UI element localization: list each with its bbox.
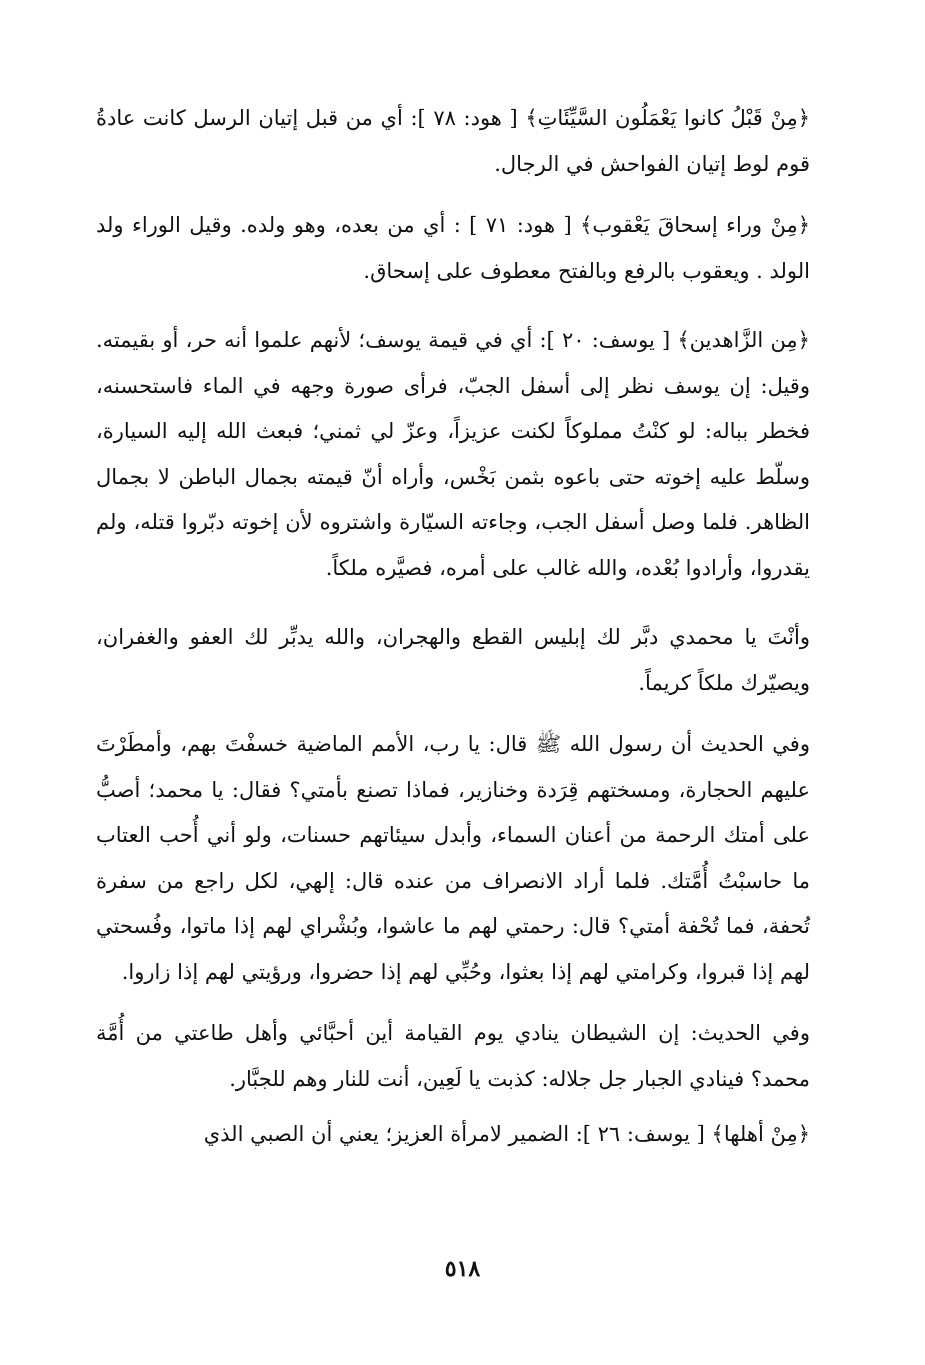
paragraph-hud-78: ﴿مِنْ قَبْلُ كانوا يَعْمَلُون السَّيِّئَاتِ﴾ [ هود: ٧٨ ]: أي من قبل إتيان الرسل كانت عادةُ قوم لوط إتيان الفواحش في الرجال. [96,106,810,176]
paragraph-yusuf-20: ﴿مِن الزَّاهدين﴾ [ يوسف: ٢٠ ]: أي في قيمة يوسف؛ لأنهم علموا أنه حر، أو بقيمته. وقيل: إن يوسف نظر إلى أسفل الجبّ، فرأى صورة وجهه في الماء فاستحسنه، فخطر بباله: لو كنْتُ مملوكاً لكنت عزيزاً، وعزّ لي ثمني؛ فبعث الله إليه السيارة، وسلّط عليه إخوته حتى باعوه بثمن بَخْس، وأراه أنّ قيمته بجمال الباطن لا بجمال الظاهر. فلما وصل أسفل الجب، وجاءته السيّارة واشتروه لأن إخوته دبّروا قتله، ولم يقدروا، وأرادوا بُعْده، والله غالب على أمره، فصيَّره ملكاً. [96,328,810,580]
page-number: ٥١٨ [444,1256,481,1282]
page-body [96,96,810,1158]
paragraph-muhammadi: وأنْتَ يا محمدي دبَّر لك إبليس القطع والهجران، والله يدبِّر لك العفو والغفران، ويصيّرك ملكاً كريماً. [96,625,810,695]
paragraph-hud-71: ﴿مِنْ وراء إسحاقَ يَعْقوب﴾ [ هود: ٧١ ] : أي من بعده، وهو ولده. وقيل الوراء ولد الولد . ويعقوب بالرفع وبالفتح معطوف على إسحاق. [96,213,810,283]
paragraph-yusuf-26: ﴿مِنْ أهلها﴾ [ يوسف: ٢٦ ]: الضمير لامرأة العزيز؛ يعني أن الصبي الذي [203,1122,810,1146]
paragraph-hadith-shaytan: وفي الحديث: إن الشيطان ينادي يوم القيامة أين أحبَّائي وأهل طاعتي من أُمَّة محمد؟ فينادي الجبار جل جلاله: كذبت يا لَعِين، أنت للنار وهم للجبَّار. [96,1021,810,1091]
paragraph-hadith-umam: وفي الحديث أن رسول الله ﷺ قال: يا رب، الأمم الماضية خسفْتَ بهم، وأمطَرْتَ عليهم الحجارة، ومسختهم قِرَدة وخنازير، فماذا تصنع بأمتي؟ فقال: يا محمد؛ أصبُّ على أمتك الرحمة من أعنان السماء، وأبدل سيئاتهم حسنات، ولو أني أُحب العتاب ما حاسبْتُ أُمَّتك. فلما أراد الانصراف من عنده قال: إلهي، لكل راجع من سفرة تُحفة، فما تُحْفة أمتي؟ قال: رحمتي لهم ما عاشوا، وبُشْراي لهم إذا ماتوا، وفُسحتي لهم إذا قبروا، وكرامتي لهم إذا بعثوا، وحُبِّي لهم إذا حضروا، ورؤيتي لهم إذا زاروا. [96,732,810,984]
